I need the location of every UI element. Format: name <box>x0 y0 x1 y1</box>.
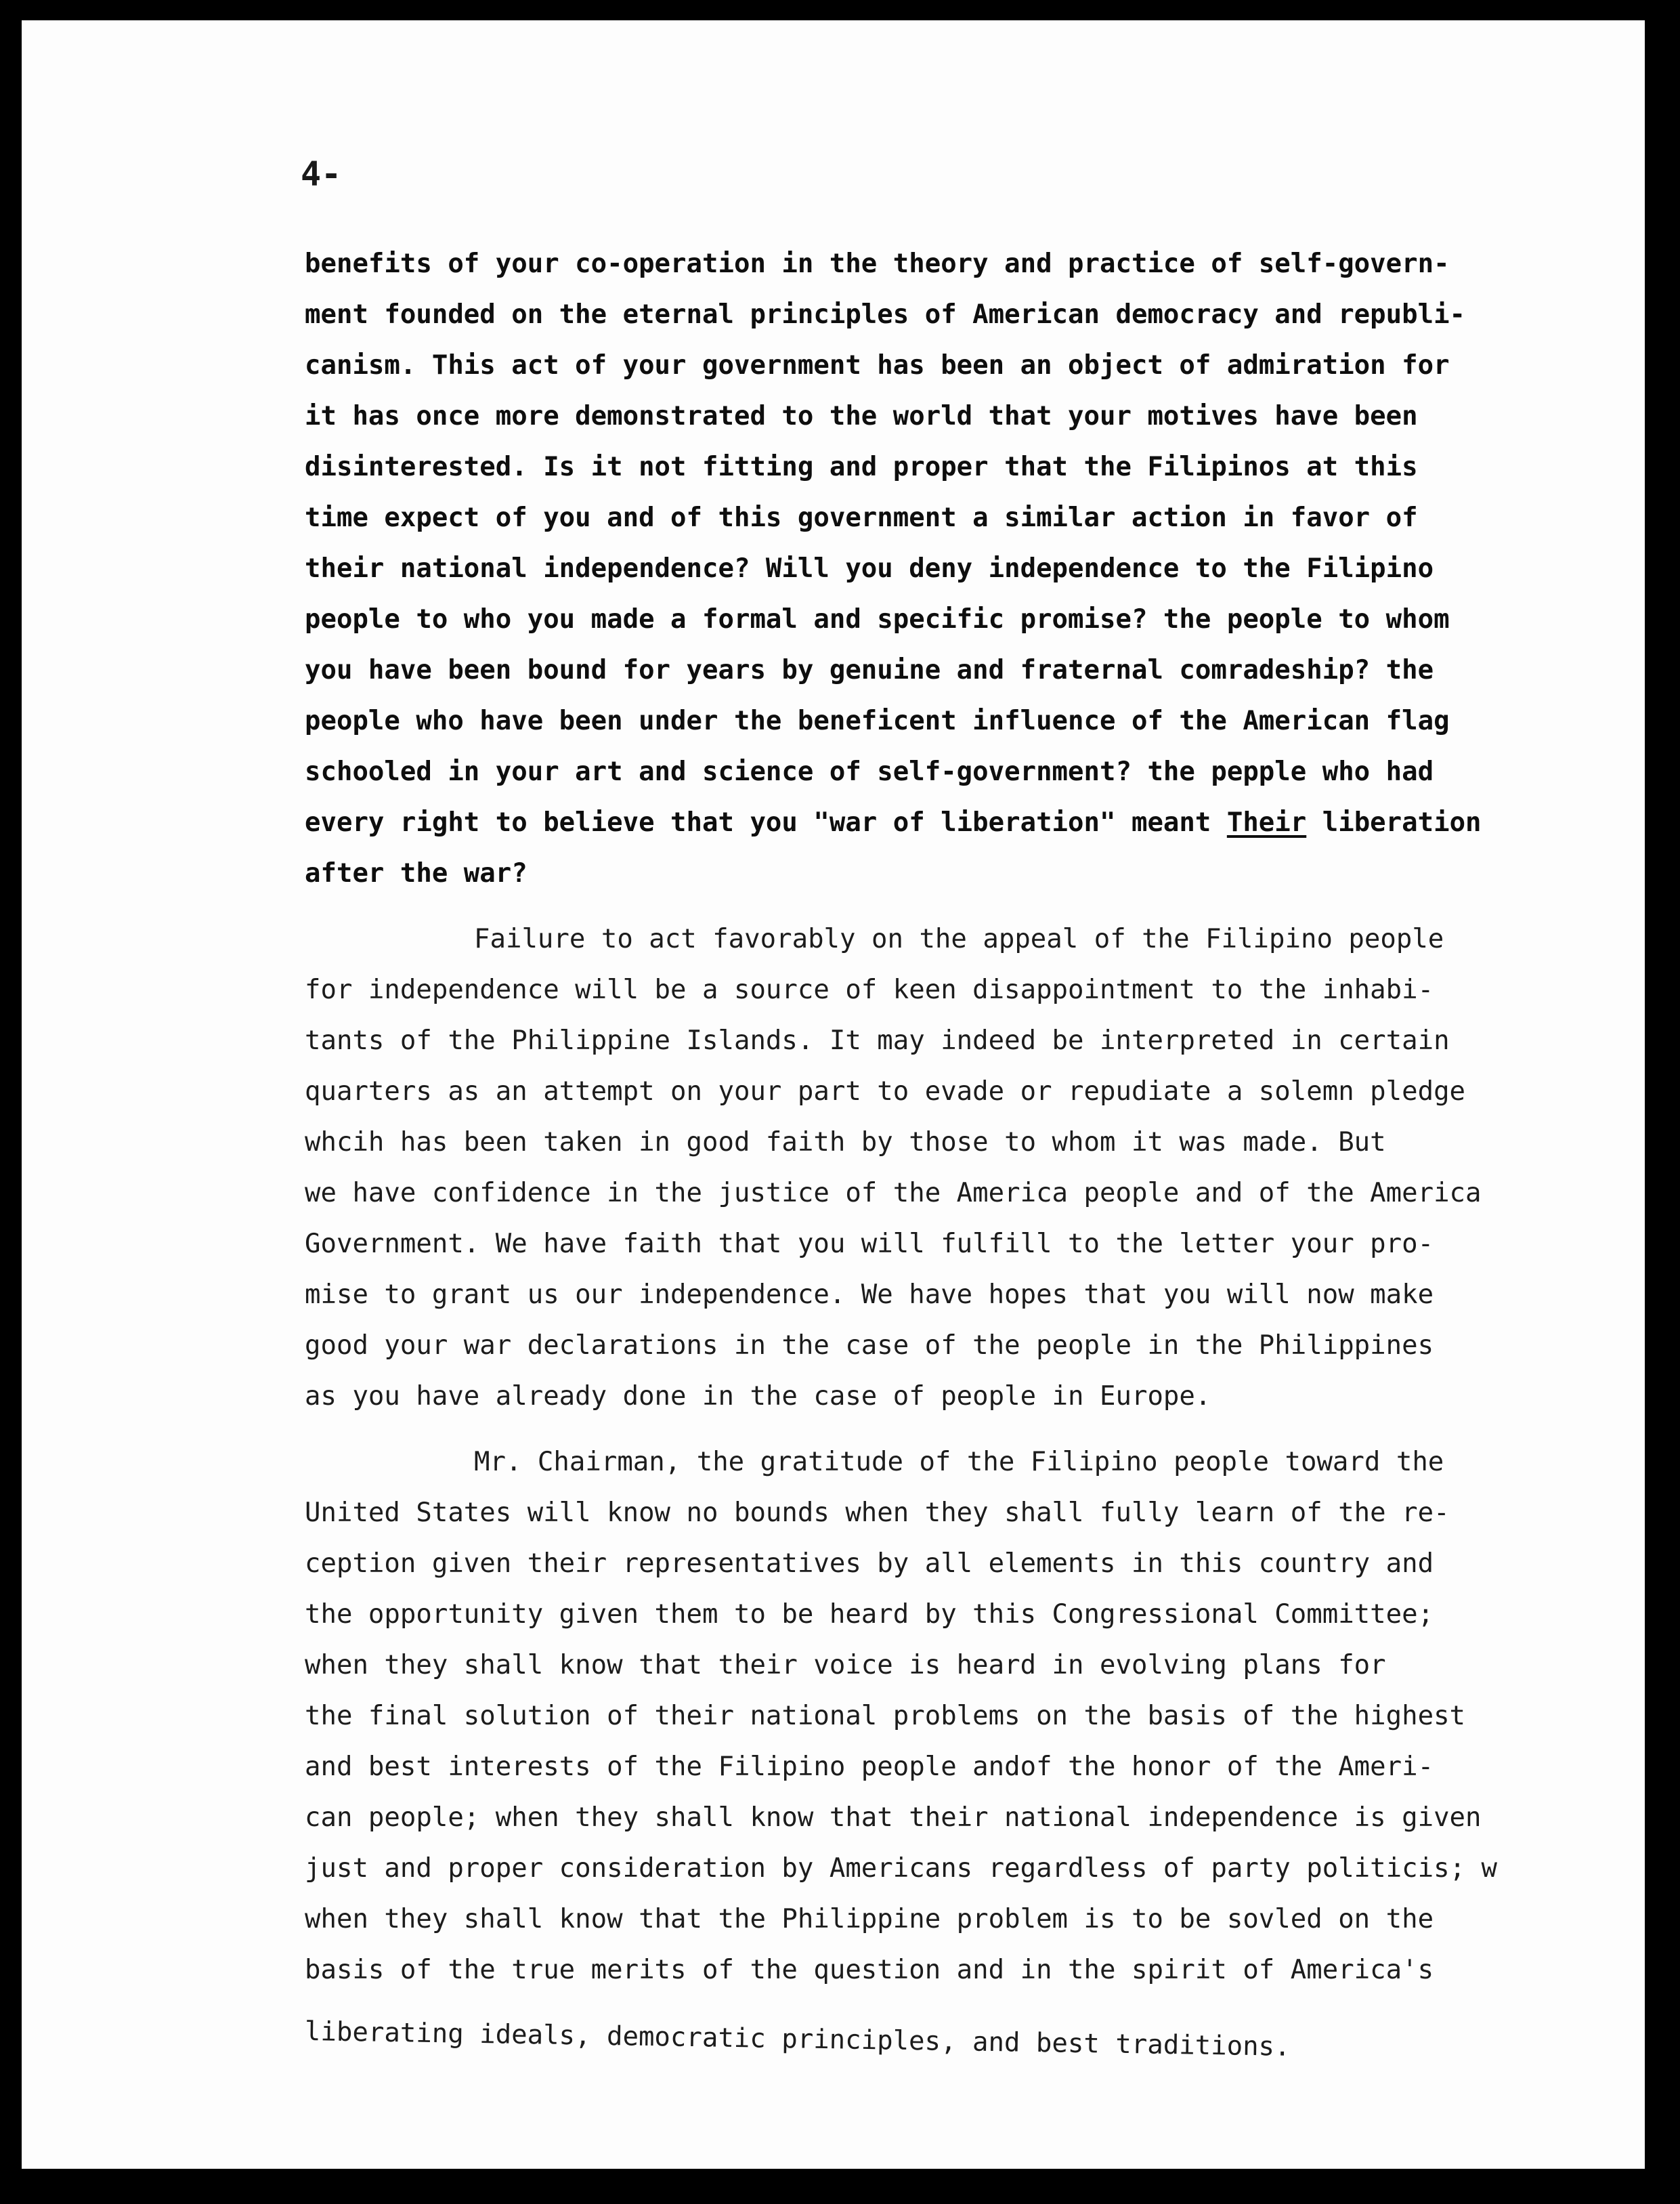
text-line: good your war declarations in the case of the people in the Philippines <box>305 1330 1434 1361</box>
text-line: mise to grant us our independence. We have hopes that you will now make <box>305 1279 1434 1310</box>
text-line: for independence will be a source of keen disappointment to the inhabi- <box>305 975 1434 1005</box>
underlined-word: Their <box>1226 807 1307 838</box>
text-line: after the war? <box>305 858 527 889</box>
text-line: disinterested. Is it not fitting and proper that the Filipinos at this <box>305 452 1418 482</box>
text-line: tants of the Philippine Islands. It may indeed be interpreted in certain <box>305 1025 1450 1056</box>
text-line: when they shall know that their voice is heard in evolving plans for <box>305 1650 1386 1680</box>
text-line: ment founded on the eternal principles of American democracy and republi- <box>305 299 1466 330</box>
document-page <box>22 20 1645 2169</box>
text-line: people to who you made a formal and specific promise? the people to whom <box>305 604 1450 635</box>
text-line: the final solution of their national problems on the basis of the highest <box>305 1701 1466 1731</box>
text-line: basis of the true merits of the question and in the spirit of America's <box>305 1955 1434 1985</box>
text-line <box>305 797 1591 848</box>
text-line: Government. We have faith that you will fulfill to the letter your pro- <box>305 1229 1434 1259</box>
document-body <box>304 238 1591 2062</box>
text-line: the opportunity given them to be heard by this Congressional Committee; <box>305 1599 1434 1630</box>
text-line: canism. This act of your government has been an object of admiration for <box>305 350 1450 381</box>
page-number: 4- <box>301 154 342 194</box>
text-line: just and proper consideration by Americans regardless of party politicis; w <box>305 1853 1497 1884</box>
text-line: you have been bound for years by genuine and fraternal comradeship? the <box>305 655 1434 685</box>
text-line: as you have already done in the case of people in Europe. <box>305 1381 1211 1412</box>
text-line: benefits of your co-operation in the theory and practice of self-govern- <box>305 249 1450 279</box>
text-line: it has once more demonstrated to the world that your motives have been <box>305 401 1418 431</box>
text-line: Failure to act favorably on the appeal of the Filipino people <box>474 924 1444 954</box>
text-line: whcih has been taken in good faith by those to whom it was made. But <box>305 1127 1386 1158</box>
text-segment: liberation <box>1306 807 1482 838</box>
paragraph-1 <box>305 238 1591 899</box>
text-line: Mr. Chairman, the gratitude of the Filipino people toward the <box>474 1447 1444 1477</box>
text-segment: every right to believe that you "war of liberation" meant <box>305 807 1227 838</box>
text-line: their national independence? Will you deny independence to the Filipino <box>305 553 1434 584</box>
text-line: can people; when they shall know that their national independence is given <box>305 1802 1482 1833</box>
text-line-final: liberating ideals, democratic principles, and best traditions. <box>304 2016 1291 2062</box>
text-line: people who have been under the beneficent influence of the American flag <box>305 706 1450 736</box>
text-line: ception given their representatives by all elements in this country and <box>305 1548 1434 1579</box>
text-line: United States will know no bounds when they shall fully learn of the re- <box>305 1498 1450 1528</box>
text-line: when they shall know that the Philippine problem is to be sovled on the <box>305 1904 1434 1934</box>
text-line: time expect of you and of this government a similar action in favor of <box>305 503 1418 533</box>
text-line: schooled in your art and science of self-government? the pepple who had <box>305 757 1434 787</box>
text-line: we have confidence in the justice of the America people and of the America <box>305 1178 1482 1208</box>
paragraph-3 <box>304 1437 1591 2062</box>
text-line: quarters as an attempt on your part to evade or repudiate a solemn pledge <box>305 1076 1466 1107</box>
paragraph-2 <box>305 914 1591 1422</box>
text-line: and best interests of the Filipino people andof the honor of the Ameri- <box>305 1752 1434 1782</box>
